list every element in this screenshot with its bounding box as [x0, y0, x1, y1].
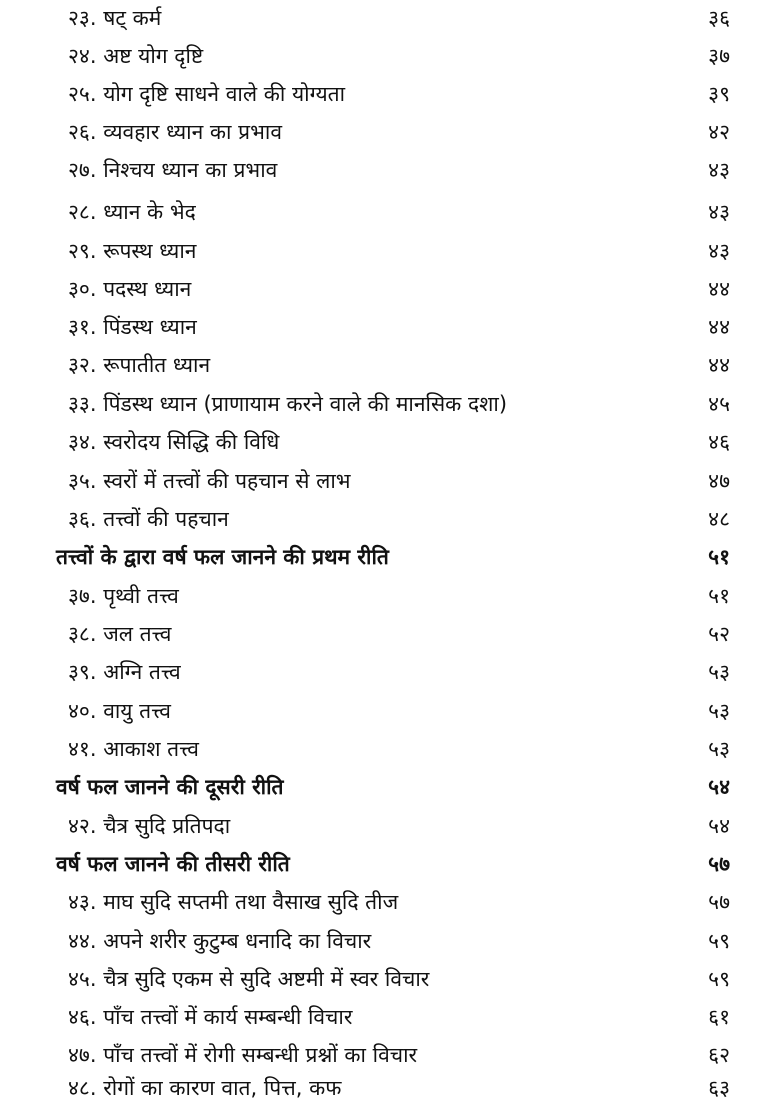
toc-row [0, 114, 780, 152]
toc-row [0, 38, 780, 76]
toc-row [0, 999, 780, 1037]
toc-entry-title: ३५. स्वरों में तत्त्वों की पहचान से लाभ [68, 469, 351, 493]
toc-entry-title: ३२. रूपातीत ध्यान [68, 353, 211, 377]
toc-entry-title: ४१. आकाश तत्त्व [68, 737, 199, 761]
toc-page-number: ५९ [708, 929, 730, 953]
toc-row [0, 923, 780, 961]
toc-entry-title: २४. अष्ट योग दृष्टि [68, 44, 204, 68]
toc-entry-title: ३०. पदस्थ ध्यान [68, 277, 192, 301]
toc-heading-title: वर्ष फल जानने की तीसरी रीति [56, 852, 290, 876]
toc-row [0, 1070, 780, 1108]
toc-page-number: ४४ [708, 315, 730, 339]
toc-entry-title: ३८. जल तत्त्व [68, 622, 172, 646]
toc-row [0, 309, 780, 347]
toc-page-number: ४८ [708, 507, 730, 531]
toc-row [0, 578, 780, 616]
toc-page-number: ४४ [708, 277, 730, 301]
toc-entry-title: २९. रूपस्थ ध्यान [68, 239, 197, 263]
toc-row [0, 463, 780, 501]
toc-page-number: ५३ [708, 737, 730, 761]
toc-row [0, 693, 780, 731]
toc-page-number: ४३ [708, 200, 730, 224]
toc-entry-title: ४८. रोगों का कारण वात, पित्त, कफ [68, 1076, 342, 1100]
toc-entry-title: ४४. अपने शरीर कुटुम्ब धनादि का विचार [68, 929, 372, 953]
toc-row [0, 347, 780, 385]
toc-entry-title: ४६. पाँच तत्त्वों में कार्य सम्बन्धी विचार [68, 1005, 353, 1029]
toc-page-number: ४६ [708, 430, 730, 454]
toc-page-number: ५७ [708, 890, 730, 914]
toc-page-number: ४२ [708, 120, 730, 144]
toc-row [0, 961, 780, 999]
toc-page-number: ५२ [708, 622, 730, 646]
toc-row [0, 654, 780, 692]
toc-entry-title: २८. ध्यान के भेद [68, 200, 196, 224]
toc-page-number: ५३ [708, 660, 730, 684]
toc-entry-title: ४०. वायु तत्त्व [68, 699, 171, 723]
toc-page-number: ५९ [708, 967, 730, 991]
toc-page-number: ३७ [708, 44, 730, 68]
toc-page-number: ६१ [708, 1005, 730, 1029]
toc-entry-title: २३. षट् कर्म [68, 6, 162, 30]
toc-section-heading [0, 539, 780, 577]
toc-section-heading [0, 769, 780, 807]
toc-row [0, 0, 780, 38]
toc-entry-title: ३४. स्वरोदय सिद्धि की विधि [68, 430, 280, 454]
toc-page-number: ४३ [708, 239, 730, 263]
toc-row [0, 731, 780, 769]
toc-section-heading [0, 846, 780, 884]
toc-page-number: ६३ [708, 1076, 730, 1100]
toc-entry-title: २५. योग दृष्टि साधने वाले की योग्यता [68, 82, 346, 106]
toc-page-number: ५३ [708, 699, 730, 723]
toc-row [0, 271, 780, 309]
toc-row [0, 152, 780, 190]
toc-row [0, 76, 780, 114]
toc-row [0, 424, 780, 462]
toc-entry-title: ३१. पिंडस्थ ध्यान [68, 315, 197, 339]
toc-page-number: ४७ [708, 469, 730, 493]
toc-entry-title: ३३. पिंडस्थ ध्यान (प्राणायाम करने वाले की मानसिक दशा) [68, 392, 508, 416]
toc-page-number: ५४ [708, 814, 730, 838]
toc-page-number: ५१ [708, 545, 730, 569]
toc-page-number: ४५ [708, 392, 730, 416]
toc-entry-title: ४३. माघ सुदि सप्तमी तथा वैसाख सुदि तीज [68, 890, 399, 914]
toc-row [0, 386, 780, 424]
toc-entry-title: ४२. चैत्र सुदि प्रतिपदा [68, 814, 231, 838]
toc-page-number: ४४ [708, 353, 730, 377]
toc-entry-title: ३६. तत्त्वों की पहचान [68, 507, 229, 531]
toc-entry-title: २६. व्यवहार ध्यान का प्रभाव [68, 120, 282, 144]
toc-page-number: ३६ [708, 6, 730, 30]
toc-entry-title: ४५. चैत्र सुदि एकम से सुदि अष्टमी में स्वर विचार [68, 967, 430, 991]
toc-row [0, 501, 780, 539]
toc-entry-title: ३९. अग्नि तत्त्व [68, 660, 181, 684]
toc-page-number: ५१ [708, 584, 730, 608]
toc-page-number: ५४ [708, 775, 730, 799]
toc-entry-title: ४७. पाँच तत्त्वों में रोगी सम्बन्धी प्रश्नों का विचार [68, 1043, 418, 1067]
toc-row [0, 884, 780, 922]
toc-row [0, 233, 780, 271]
toc-page-number: ४३ [708, 158, 730, 182]
toc-page-number: ५७ [708, 852, 730, 876]
toc-heading-title: तत्त्वों के द्वारा वर्ष फल जानने की प्रथम रीति [56, 545, 389, 569]
toc-heading-title: वर्ष फल जानने की दूसरी रीति [56, 775, 284, 799]
toc-page-number: ६२ [708, 1043, 730, 1067]
toc-row [0, 616, 780, 654]
toc-entry-title: २७. निश्चय ध्यान का प्रभाव [68, 158, 278, 182]
toc-page-number: ३९ [708, 82, 730, 106]
toc-row [0, 808, 780, 846]
toc-entry-title: ३७. पृथ्वी तत्त्व [68, 584, 179, 608]
toc-row [0, 194, 780, 232]
